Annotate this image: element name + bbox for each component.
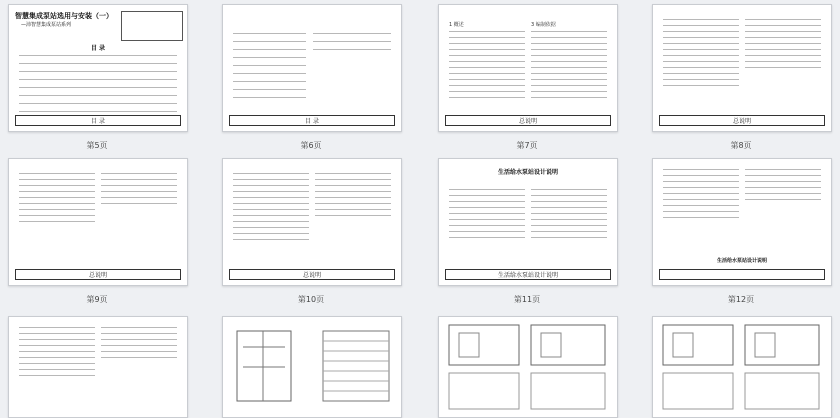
section-heading: 3 编制依据 [531, 22, 556, 28]
cover-subtitle: —沛智慧集成泵站系列 [21, 22, 72, 28]
title-block: 总说明 [659, 115, 825, 126]
page-caption-5: 第5页 [86, 141, 108, 150]
page-thumb-5[interactable] [8, 4, 188, 132]
section-heading: 1 概述 [449, 22, 464, 28]
page-caption-8: 第8页 [730, 141, 752, 150]
page-thumb-16[interactable] [652, 316, 832, 418]
pump-station-drawing [439, 317, 617, 417]
pump-station-drawing [653, 317, 831, 417]
page-thumb-14[interactable] [222, 316, 402, 418]
page-caption-11: 第11页 [513, 295, 541, 304]
cover-signature-block [121, 11, 183, 41]
page-caption-6: 第6页 [300, 141, 322, 150]
title-block: 目 录 [15, 115, 181, 126]
page-thumb-7[interactable] [438, 4, 618, 132]
page-footer-heading: 生活给水泵站设计说明 [716, 258, 767, 264]
page-heading: 生活给水泵站设计说明 [497, 169, 558, 176]
page-thumb-13[interactable] [8, 316, 188, 418]
title-block: 总说明 [445, 115, 611, 126]
page-caption-9: 第9页 [86, 295, 108, 304]
page-thumb-6[interactable] [222, 4, 402, 132]
pump-schematic [223, 317, 401, 417]
contents-heading: 目 录 [90, 45, 106, 52]
page-thumb-8[interactable] [652, 4, 832, 132]
page-thumb-12[interactable] [652, 158, 832, 286]
page-thumb-9[interactable] [8, 158, 188, 286]
title-block: 目 录 [229, 115, 395, 126]
title-block: 总说明 [229, 269, 395, 280]
title-block: 总说明 [15, 269, 181, 280]
title-block: 生活给水泵站设计说明 [445, 269, 611, 280]
page-thumb-10[interactable] [222, 158, 402, 286]
title-block [659, 269, 825, 280]
page-caption-10: 第10页 [297, 295, 325, 304]
page-caption-7: 第7页 [516, 141, 538, 150]
cover-title: 智慧集成泵站选用与安装（一） [15, 12, 113, 20]
page-caption-12: 第12页 [727, 295, 755, 304]
page-thumb-11[interactable] [438, 158, 618, 286]
page-thumb-15[interactable] [438, 316, 618, 418]
